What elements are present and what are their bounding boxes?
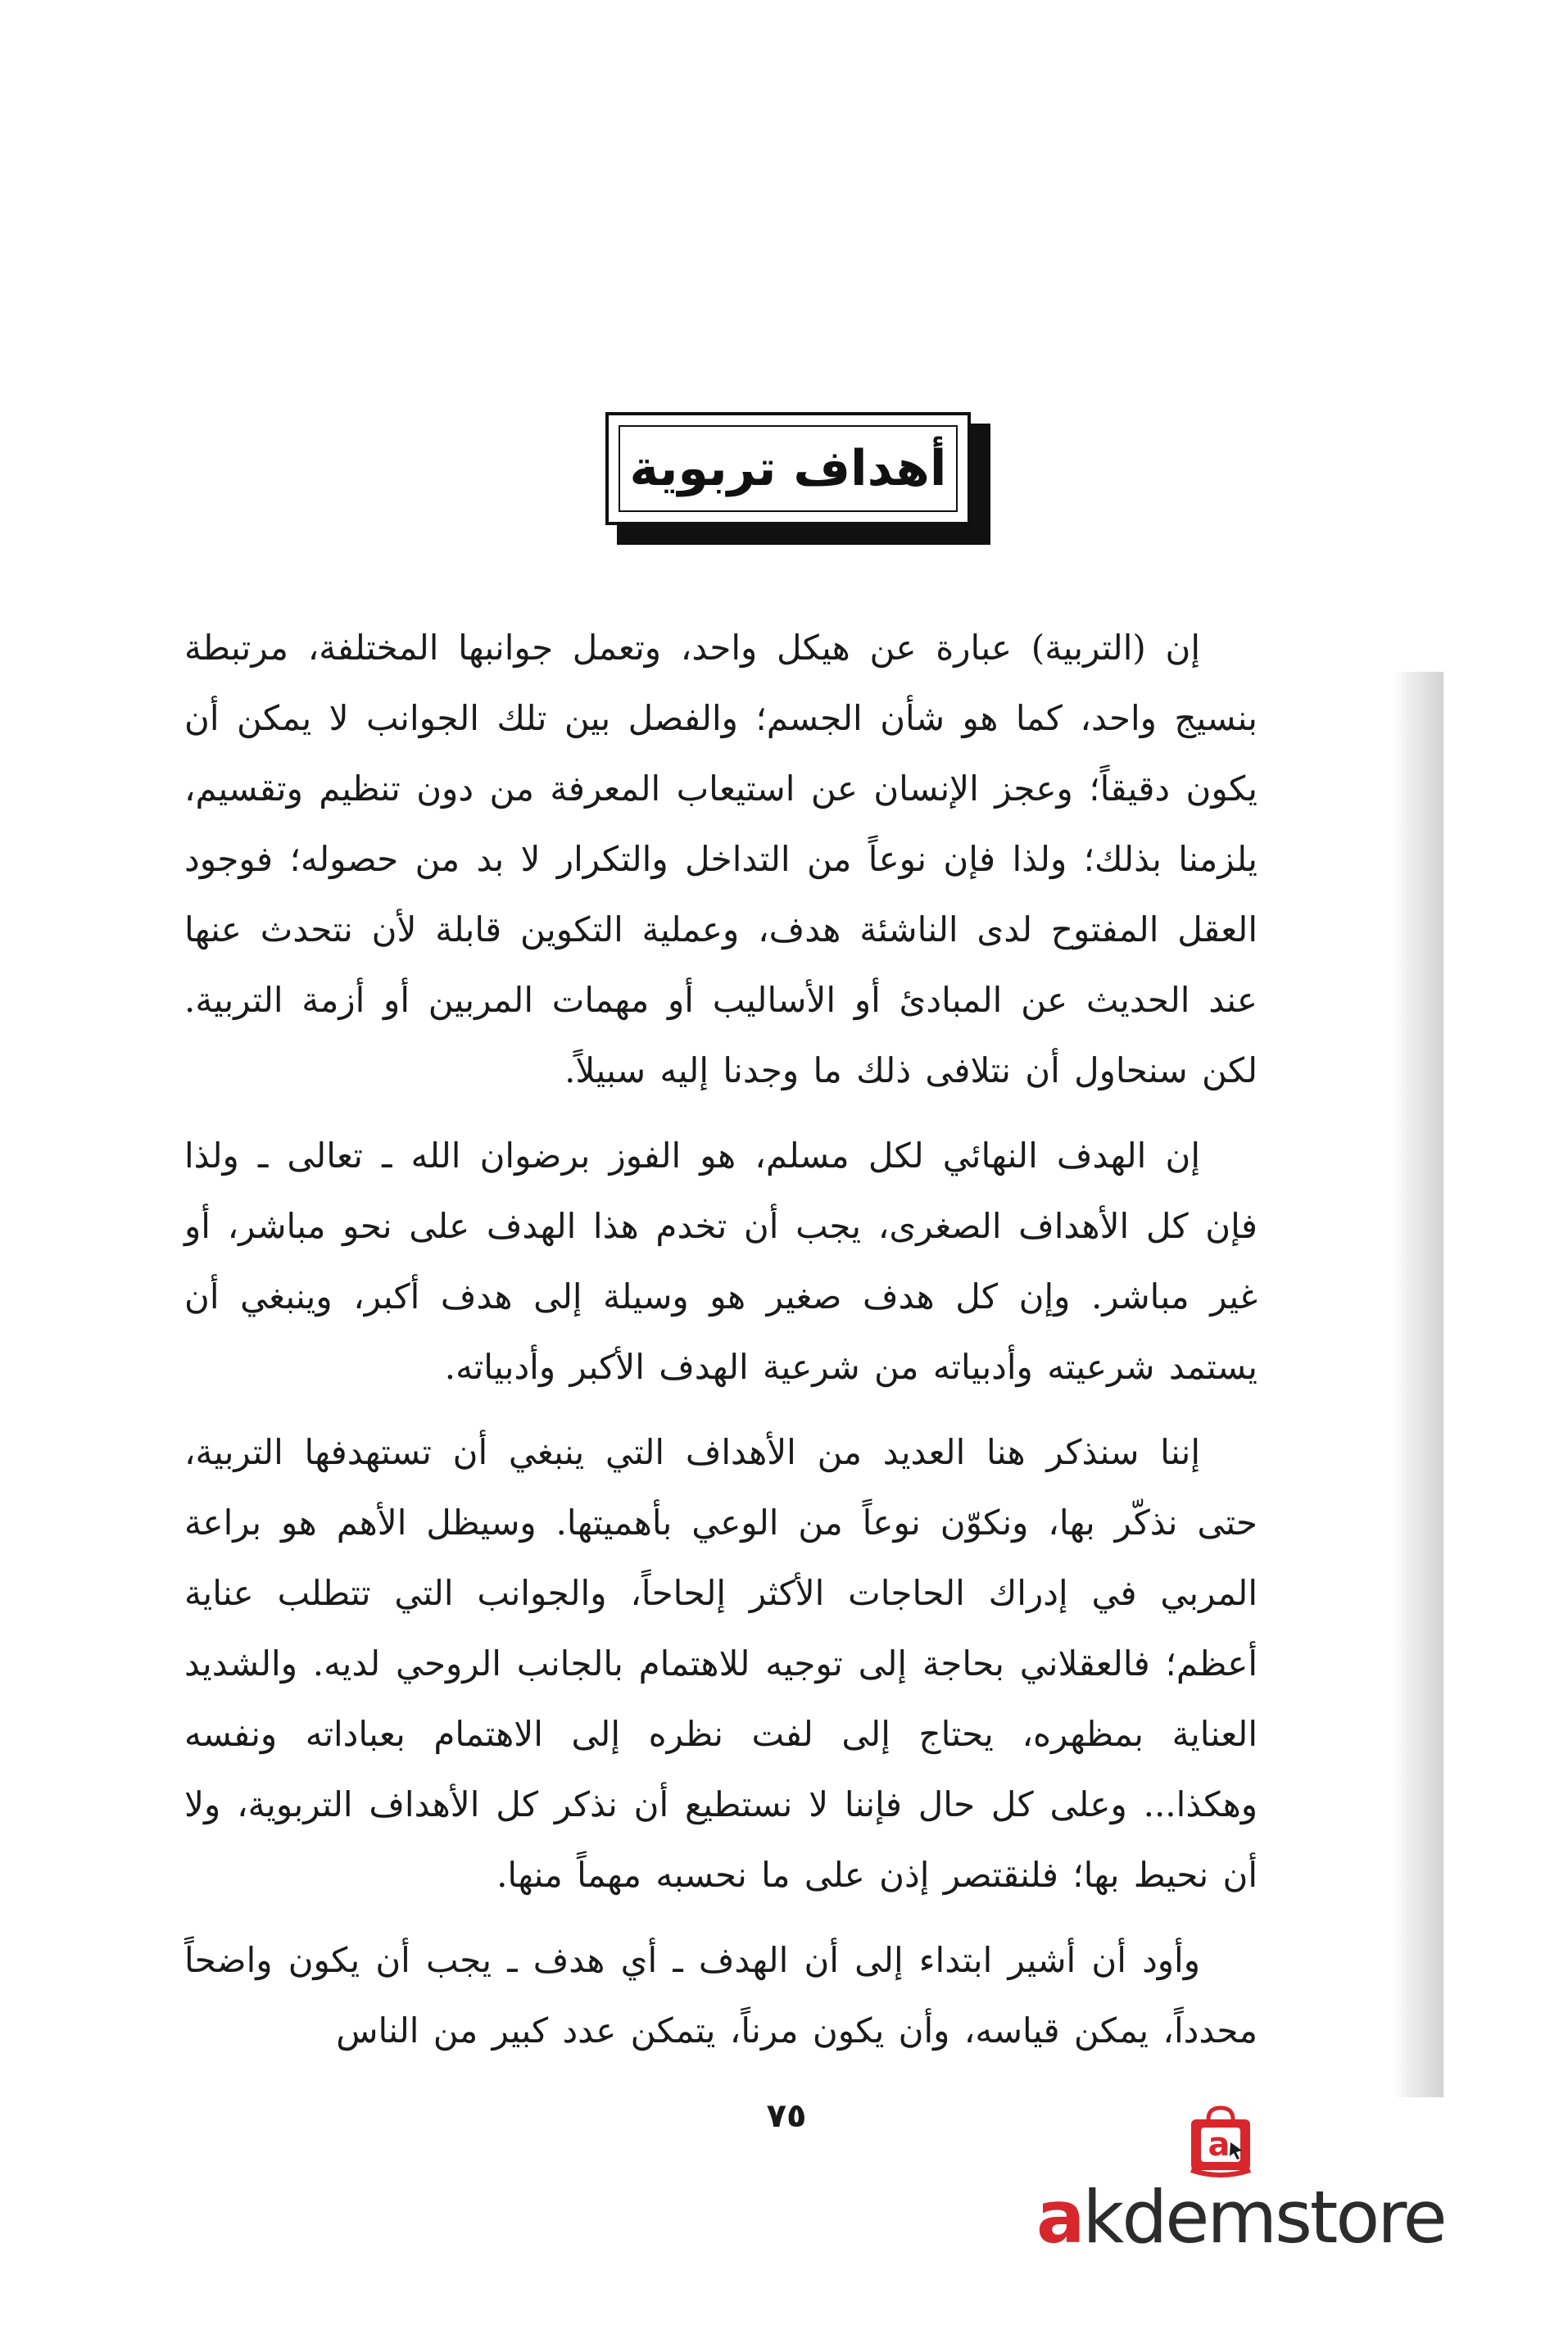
logo-letter: a: [1208, 2126, 1230, 2164]
paragraph-1: إن (التربية) عبارة عن هيكل واحد، وتعمل جوانبها المختلفة، مرتبطة بنسيج واحد، كما هو شأن الجسم؛ والفصل بين تلك الجوانب لا يمكن أن يكون دقيقاً؛ وعجز الإنسان عن استيعاب المعرفة من دون تنظيم وتقسيم، يلزمنا بذلك؛ ولذا فإن نوعاً من التداخل والتكرار لا بد من حصوله؛ فوجود العقل المفتوح لدى الناشئة هدف، وعملية التكوين قابلة لأن نتحدث عنها عند الحديث عن المبادئ أو الأساليب أو مهمات المربين أو أزمة التربية. لكن سنحاول أن نتلافى ذلك ما وجدنا إليه سبيلاً.: [184, 628, 1258, 1090]
body-text: [184, 613, 1258, 2081]
paragraph-2: إن الهدف النهائي لكل مسلم، هو الفوز برضوان الله ـ تعالى ـ ولذا فإن كل الأهداف الصغرى، يجب أن تخدم هذا الهدف على نحو مباشر، أو غير مباشر. وإن كل هدف صغير هو وسيلة إلى هدف أكبر، وينبغي أن يستمد شرعيته وأدبياته من شرعية الهدف الأكبر وأدبياته.: [184, 1135, 1258, 1387]
paragraph-3: إننا سنذكر هنا العديد من الأهداف التي ينبغي أن تستهدفها التربية، حتى نذكّر بها، ونكوّن نوعاً من الوعي بأهميتها. وسيظل الأهم هو براعة المربي في إدراك الحاجات الأكثر إلحاحاً، والجوانب التي تتطلب عناية أعظم؛ فالعقلاني بحاجة إلى توجيه للاهتمام بالجانب الروحي لديه. والشديد العناية بمظهره، يحتاج إلى لفت نظره إلى الاهتمام بعباداته ونفسه وهكذا... وعلى كل حال فإننا لا نستطيع أن نذكر كل الأهداف التربوية، ولا أن نحيط بها؛ فلنقتصر إذن على ما نحسبه مهماً منها.: [184, 1432, 1258, 1895]
page-title: أهداف تربوية: [629, 440, 947, 497]
logo-text-rest: kdemstore: [1082, 2175, 1445, 2259]
page-number: ٧٥: [766, 2097, 807, 2135]
title-inner-frame: [619, 425, 958, 512]
logo-text-first-letter: a: [1036, 2175, 1083, 2259]
book-logo-icon: [1180, 2101, 1262, 2183]
paragraph-4: وأود أن أشير ابتداء إلى أن الهدف ـ أي هدف ـ يجب أن يكون واضحاً محدداً، يمكن قياسه، وأن يكون مرناً، يتمكن عدد كبير من الناس: [184, 1940, 1258, 2051]
title-box: [605, 412, 971, 525]
brand-logo-text: [1036, 2175, 1445, 2259]
scan-edge-shadow: [1393, 672, 1443, 2097]
